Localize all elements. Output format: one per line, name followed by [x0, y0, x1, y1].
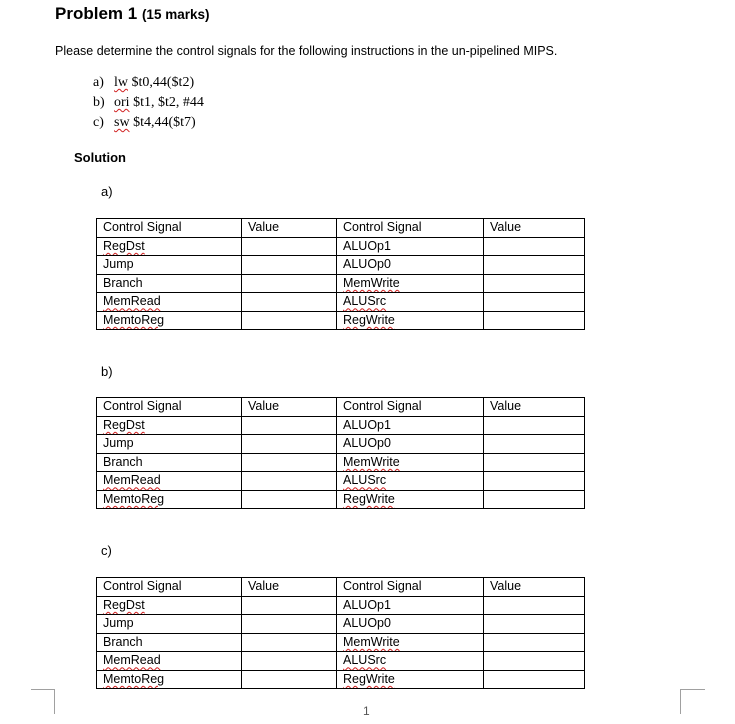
header-control-signal: Control Signal [337, 219, 484, 238]
signal-name [97, 472, 242, 491]
signal-name: ALUOp0 [337, 435, 484, 454]
value-cell[interactable] [242, 472, 337, 491]
value-cell[interactable] [484, 453, 585, 472]
header-control-signal: Control Signal [97, 578, 242, 597]
value-cell[interactable] [484, 472, 585, 491]
value-cell[interactable] [484, 311, 585, 330]
value-cell[interactable] [242, 435, 337, 454]
table-header-row [97, 219, 585, 238]
signal-name [97, 237, 242, 256]
value-cell[interactable] [484, 435, 585, 454]
signal-memtoreg: MemtoReg [103, 671, 165, 686]
problem-title [55, 4, 209, 24]
instruction-b [93, 95, 204, 111]
signal-name: Jump [97, 435, 242, 454]
signal-regwrite: RegWrite [343, 671, 395, 686]
instruction-label: a) [93, 75, 104, 90]
table-row [97, 453, 585, 472]
instruction-label: c) [93, 115, 104, 130]
signal-name [97, 490, 242, 509]
value-cell[interactable] [242, 416, 337, 435]
part-a-label: a) [101, 184, 113, 199]
value-cell[interactable] [242, 274, 337, 293]
instruction-opcode: ori [114, 95, 130, 110]
signal-name [337, 490, 484, 509]
signal-name [337, 453, 484, 472]
instruction-operands: $t0,44($t2) [131, 75, 195, 90]
value-cell[interactable] [242, 615, 337, 634]
signal-name: Jump [97, 256, 242, 275]
table-row [97, 670, 585, 689]
signal-name [337, 670, 484, 689]
table-row [97, 490, 585, 509]
problem-title-main: Problem 1 [55, 4, 138, 23]
table-row [97, 293, 585, 312]
table-row [97, 256, 585, 275]
signal-name: ALUOp1 [337, 416, 484, 435]
value-cell[interactable] [484, 670, 585, 689]
value-cell[interactable] [242, 237, 337, 256]
table-row [97, 652, 585, 671]
table-row [97, 596, 585, 615]
value-cell[interactable] [484, 633, 585, 652]
problem-intro: Please determine the control signals for the following instructions in the un-pipelined MIPS. [55, 44, 558, 58]
table-row [97, 274, 585, 293]
instruction-operands: $t4,44($t7) [133, 115, 196, 130]
signal-name [337, 472, 484, 491]
signal-regwrite: RegWrite [343, 312, 395, 327]
signal-memread: MemRead [103, 473, 161, 488]
value-cell[interactable] [484, 274, 585, 293]
header-control-signal: Control Signal [337, 578, 484, 597]
value-cell[interactable] [242, 311, 337, 330]
signal-name [337, 633, 484, 652]
signal-alusrc: ALUSrc [343, 653, 387, 668]
signal-name [97, 293, 242, 312]
control-signal-table-a [96, 218, 585, 330]
table-row [97, 416, 585, 435]
value-cell[interactable] [242, 256, 337, 275]
signal-name [337, 293, 484, 312]
value-cell[interactable] [484, 237, 585, 256]
signal-name [337, 311, 484, 330]
signal-name [337, 652, 484, 671]
signal-name: Branch [97, 274, 242, 293]
signal-regdst: RegDst [103, 417, 145, 432]
signal-name [97, 311, 242, 330]
table-row [97, 237, 585, 256]
part-b-label: b) [101, 364, 113, 379]
value-cell[interactable] [484, 293, 585, 312]
control-signal-table-c [96, 577, 585, 689]
signal-name: ALUOp1 [337, 596, 484, 615]
signal-memtoreg: MemtoReg [103, 491, 165, 506]
value-cell[interactable] [242, 652, 337, 671]
value-cell[interactable] [484, 416, 585, 435]
header-control-signal: Control Signal [337, 398, 484, 417]
signal-name: ALUOp1 [337, 237, 484, 256]
header-control-signal: Control Signal [97, 398, 242, 417]
table-row [97, 472, 585, 491]
signal-name [337, 274, 484, 293]
instruction-c [93, 115, 196, 131]
page-number: 1 [363, 704, 370, 718]
header-value: Value [484, 578, 585, 597]
signal-regwrite: RegWrite [343, 491, 395, 506]
signal-regdst: RegDst [103, 597, 145, 612]
crop-mark-right [680, 689, 705, 714]
signal-memread: MemRead [103, 653, 161, 668]
header-value: Value [484, 398, 585, 417]
signal-name [97, 652, 242, 671]
signal-name: ALUOp0 [337, 256, 484, 275]
signal-name: ALUOp0 [337, 615, 484, 634]
table-row [97, 633, 585, 652]
signal-memtoreg: MemtoReg [103, 312, 165, 327]
table-header-row [97, 398, 585, 417]
value-cell[interactable] [484, 615, 585, 634]
crop-mark-left [31, 689, 55, 714]
value-cell[interactable] [242, 596, 337, 615]
instruction-a [93, 75, 194, 91]
header-value: Value [242, 219, 337, 238]
value-cell[interactable] [484, 256, 585, 275]
header-value: Value [242, 578, 337, 597]
signal-regdst: RegDst [103, 238, 145, 253]
value-cell[interactable] [242, 670, 337, 689]
instruction-label: b) [93, 95, 105, 110]
signal-name: Jump [97, 615, 242, 634]
value-cell[interactable] [484, 652, 585, 671]
control-signal-table-b [96, 397, 585, 509]
signal-name: Branch [97, 453, 242, 472]
signal-alusrc: ALUSrc [343, 473, 387, 488]
value-cell[interactable] [242, 633, 337, 652]
signal-memwrite: MemWrite [343, 275, 400, 290]
instruction-opcode: sw [114, 115, 130, 130]
instruction-opcode: lw [114, 75, 128, 90]
table-header-row [97, 578, 585, 597]
value-cell[interactable] [242, 453, 337, 472]
signal-name [97, 416, 242, 435]
signal-memread: MemRead [103, 294, 161, 309]
part-c-label: c) [101, 543, 112, 558]
table-row [97, 311, 585, 330]
signal-name [97, 596, 242, 615]
header-value: Value [242, 398, 337, 417]
value-cell[interactable] [484, 490, 585, 509]
signal-name: Branch [97, 633, 242, 652]
header-control-signal: Control Signal [97, 219, 242, 238]
value-cell[interactable] [242, 490, 337, 509]
header-value: Value [484, 219, 585, 238]
signal-name [97, 670, 242, 689]
table-row [97, 615, 585, 634]
signal-memwrite: MemWrite [343, 454, 400, 469]
value-cell[interactable] [484, 596, 585, 615]
problem-marks: (15 marks) [141, 7, 210, 22]
table-row [97, 435, 585, 454]
signal-alusrc: ALUSrc [343, 294, 387, 309]
instruction-operands: $t1, $t2, #44 [133, 95, 204, 110]
solution-heading: Solution [74, 150, 126, 165]
value-cell[interactable] [242, 293, 337, 312]
signal-memwrite: MemWrite [343, 634, 400, 649]
